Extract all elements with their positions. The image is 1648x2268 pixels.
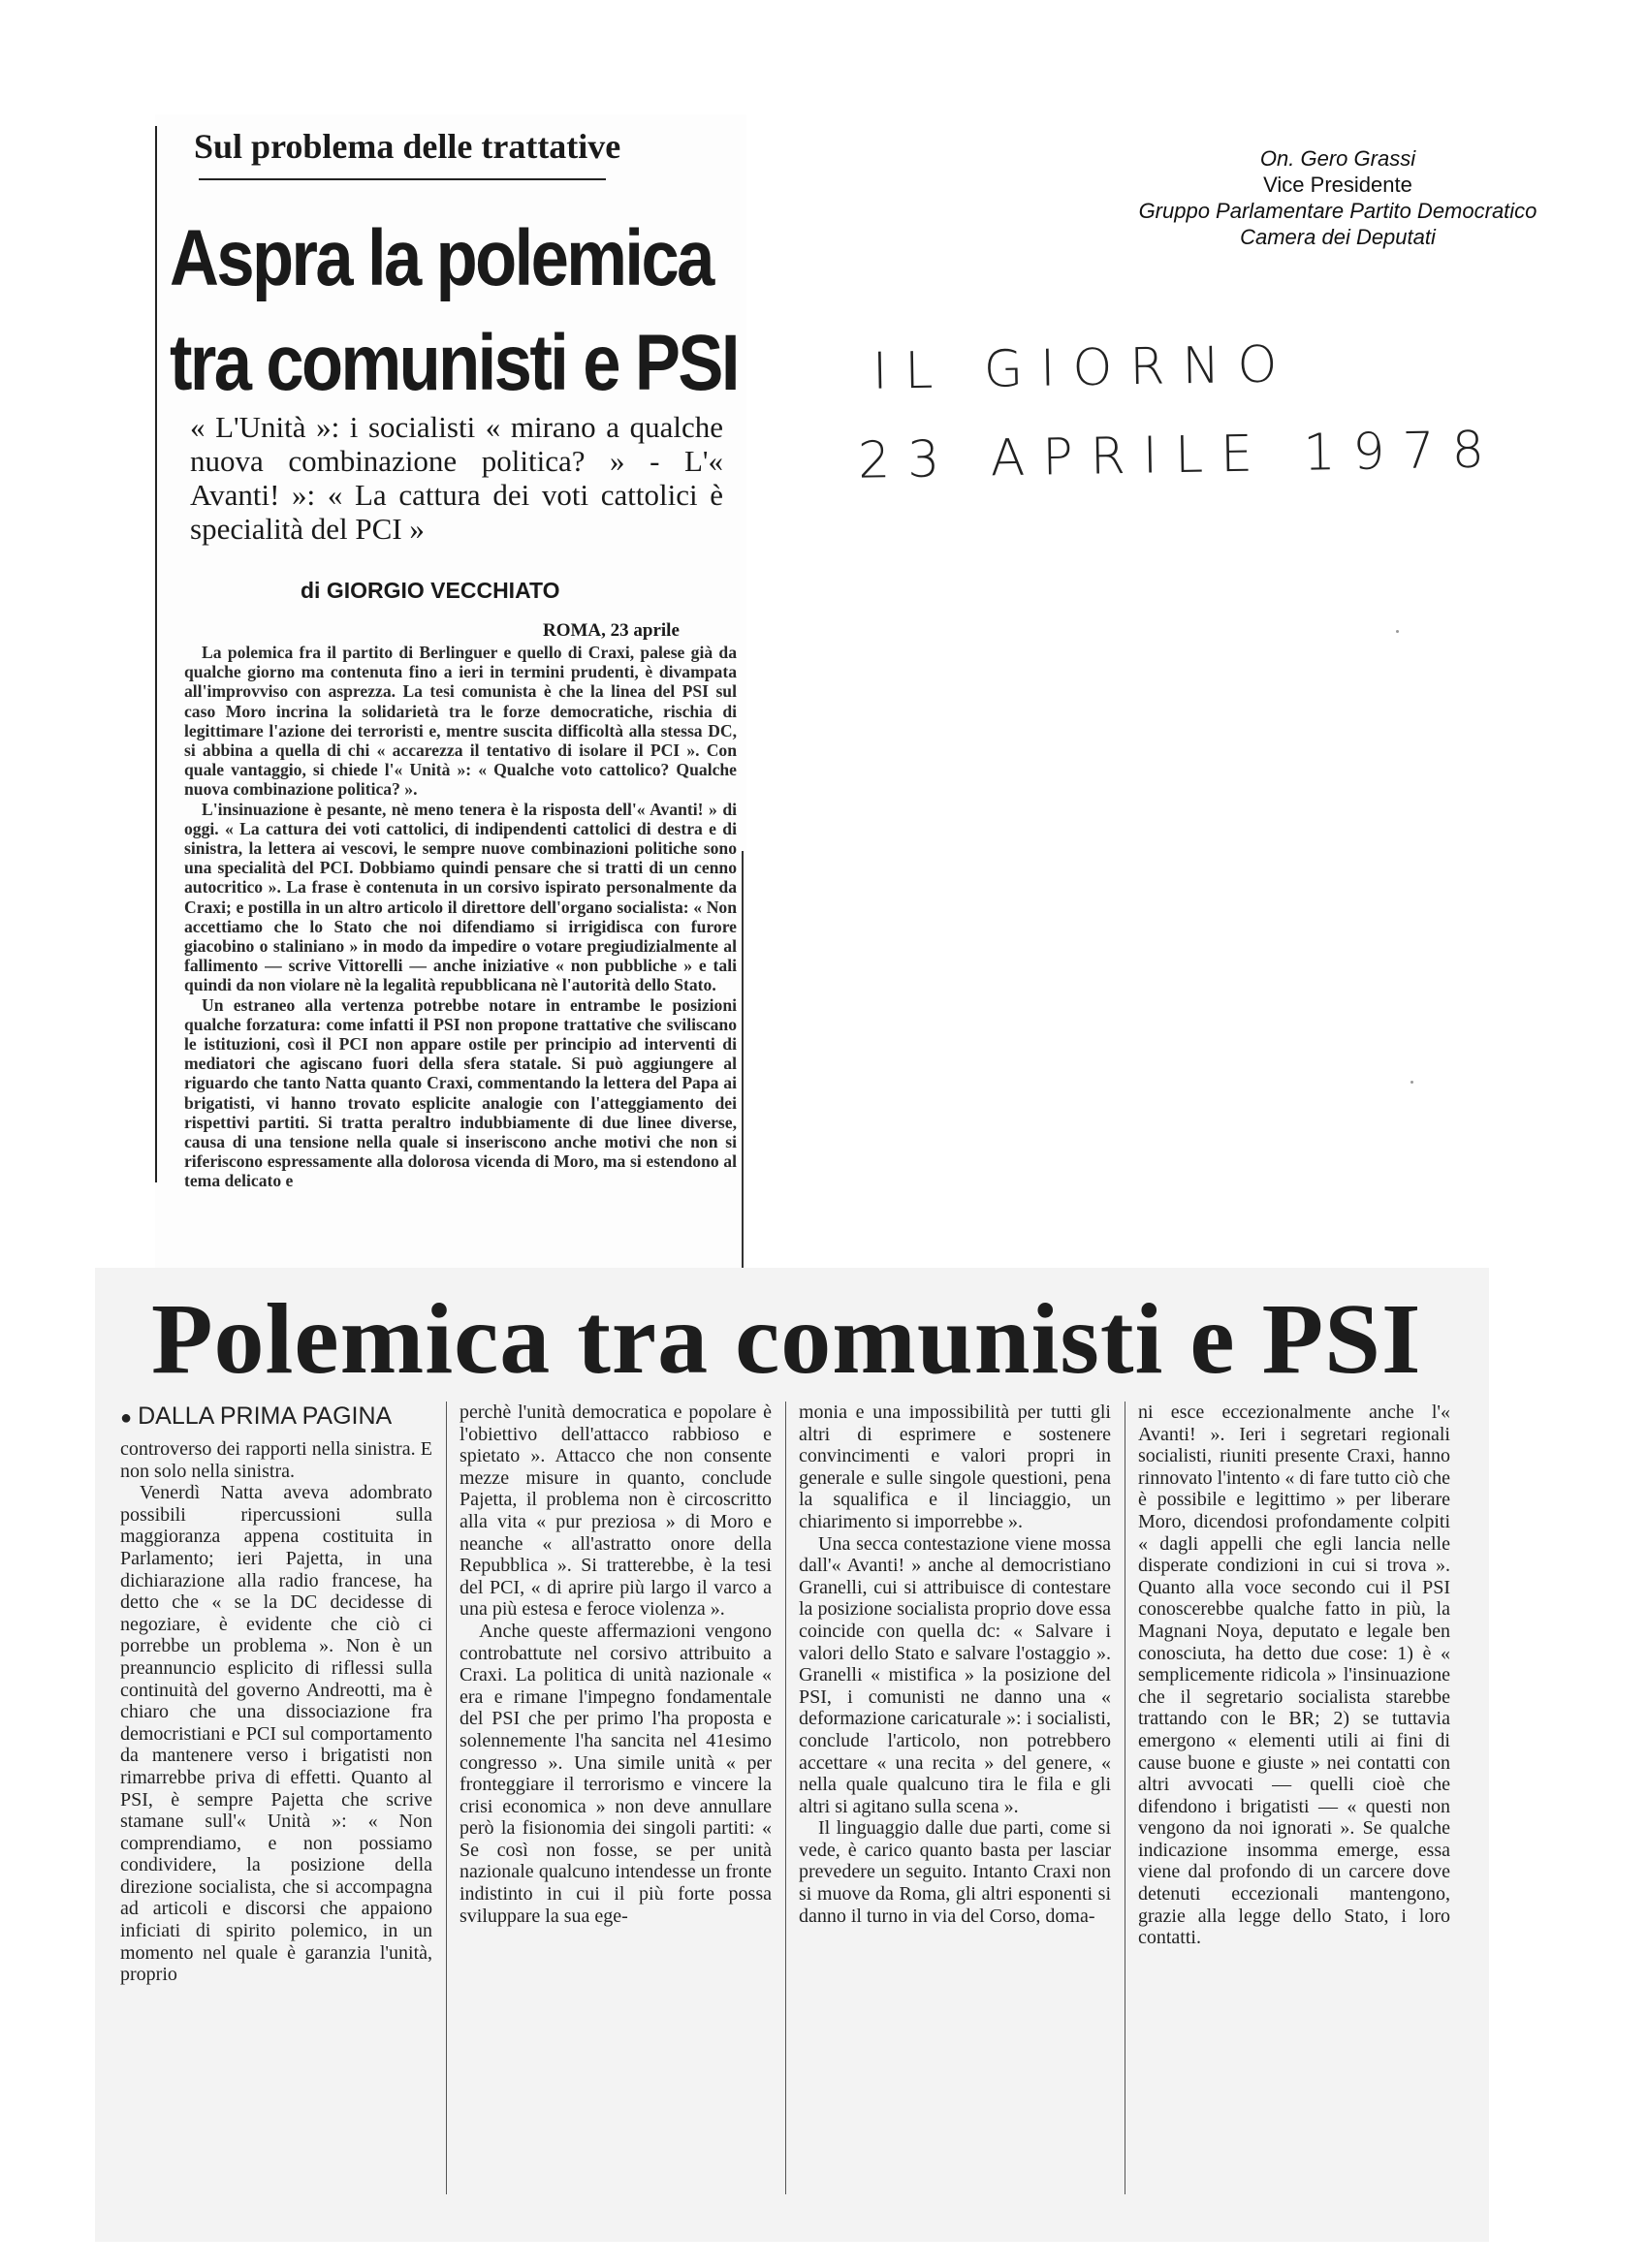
- column-rule: [446, 1402, 447, 2194]
- article-dateline: ROMA, 23 aprile: [543, 620, 680, 641]
- column-rule: [785, 1402, 786, 2194]
- document-header: [1086, 145, 1590, 250]
- newspaper-clipping-upper: [155, 114, 746, 1273]
- article-paragraph: La polemica fra il partito di Berlinguer e quello di Craxi, palese già da qualche giorno ma contenuta fino a ieri in termini prudenti, è divampata all'improvviso con asprezza. La tesi comunista è che la linea del PSI sul caso Moro incrina la solidarietà tra le forze democratiche, rischia di legittimare l'azione dei terroristi e, mentre suscita difficoltà alla stessa DC, si abbina a quella di chi « accarezza il tentativo di isolare il PCI ». Con quale vantaggio, si chiede l'« Unità »: « Qualche voto cattolico? Qualche nuova combinazione politica? ».: [184, 643, 737, 800]
- article-paragraph: Venerdì Natta aveva adombrato possibili ripercussioni sulla maggioranza appena costituita in Parlamento; ieri Pajetta, in una dichiarazione alla radio francese, ha detto che « se la DC decidesse di negoziare, è evidente che ciò ci porrebbe un problema ». Non è un preannuncio esplicito di riflessi sulla continuità del governo Andreotti, ma è chiaro che una dissociazione fra democristiani e PCI sul comportamento da mantenere verso i brigatisti non rimarrebbe priva di effetti. Quanto al PSI, è sempre Pajetta che scrive stamane sull'« Unità »: « Non comprendiamo, e non possiamo condividere, la posizione della direzione socialista, che si accompagna ad articoli e discorsi che appaiono inficiati di spirito polemico, in un momento nel quale è garanzia l'unità, proprio: [120, 1482, 432, 1986]
- article-paragraph: controverso dei rapporti nella sinistra. E non solo nella sinistra.: [120, 1438, 432, 1482]
- continuation-tag: [120, 1402, 432, 1433]
- continuation-headline: Polemica tra comunisti e PSI: [151, 1283, 1422, 1395]
- article-paragraph: Una secca contestazione viene mossa dall'« Avanti! » anche al democristiano Granelli, cui si attribuisce di contestare la posizione socialista proprio dove essa coincide con quella dc: « Salvare i valori dello Stato e salvare l'ostaggio ». Granelli « mistifica » la posizione del PSI, i comunisti ne danno una « deformazione caricaturale »: i socialisti, conclude l'articolo, non potrebbero accettare « una recita » del genere, « nella quale qualcuno tira le fila e gli altri si agitano sulla scena ».: [799, 1532, 1111, 1817]
- clipping-edge-rule: [155, 126, 157, 1182]
- handwritten-newspaper-name: IL GIORNO: [872, 335, 1295, 401]
- scan-speck: [1396, 630, 1399, 633]
- scan-speck: [1410, 1081, 1413, 1084]
- article-summary: « L'Unità »: i socialisti « mirano a qualche nuova combinazione politica? » - L'« Avanti! »: « La cattura dei voti cattolici è specialità del PCI »: [190, 410, 723, 546]
- article-body: [184, 643, 737, 1191]
- article-paragraph: ni esce eccezionalmente anche l'« Avanti! ». Ieri i segretari regionali socialisti, riuniti presente Craxi, hanno rinnovato l'intento « di fare tutto ciò che è possibile e legittimo » per liberare Moro, dicendosi profondamente colpiti « dagli appelli che egli lancia nelle disperate condizioni in cui si trova ». Quanto alla voce secondo cui il PSI conoscerebbe qualche fatto in più, la Magnani Noya, deputato e legale ben conosciuta, ha detto due cose: 1) è « semplicemente ridicola » l'insinuazione che il segretario socialista starebbe trattando con le BR; 2) se tuttavia emergono « elementi utili ai fini di cause buone e giuste » nei contatti con altri avvocati — quelli cioè che difendono i brigatisti — « questi non vengono da noi ignorati ». Se qualche indicazione insomma emerge, essa viene dal profondo di un carcere dove detenuti eccezionali mantengono, grazie alla legge dello Stato, i loro contatti.: [1138, 1402, 1450, 1949]
- article-columns: [112, 1402, 1479, 2196]
- newspaper-clipping-lower: [95, 1268, 1489, 2242]
- headline-line: Aspra la polemica: [170, 214, 713, 302]
- continuation-tag-label: DALLA PRIMA PAGINA: [138, 1402, 393, 1430]
- article-column: [120, 1402, 432, 1986]
- headline-line: tra comunisti e PSI: [170, 319, 738, 407]
- article-paragraph: L'insinuazione è pesante, nè meno tenera è la risposta dell'« Avanti! » di oggi. « La cattura dei voti cattolici, di indipendenti cattolici di destra e di sinistra, la lettera ai vescovi, le sempre nuove combinazioni politiche sono una specialità del PCI. Dobbiamo quindi pensare che si tratti di un cenno autocritico ». La frase è contenuta in un corsivo ispirato personalmente da Craxi; e postilla in un altro articolo il direttore dell'organo socialista: « Non accettiamo che lo Stato che noi difendiamo si irrigidisca con furore giacobino o staliniano » in modo da impedire o votare pregiudizialmente al fallimento — scrive Vittorelli — anche iniziative « non pubbliche » e tali quindi da non violare nè la legalità repubblicana nè l'autorità dello Stato.: [184, 799, 737, 995]
- article-paragraph: Un estraneo alla vertenza potrebbe notare in entrambe le posizioni qualche forzatura: come infatti il PSI non propone trattative che sviliscano le istituzioni, così il PCI non appare ostile per principio ad interventi di mediatori che agiscano fuori della sfera statale. Si può aggiungere al riguardo che tanto Natta quanto Craxi, commentando la lettera del Papa ai brigatisti, vi hanno trovato esplicite analogie con l'atteggiamento dei rispettivi partiti. Si tratta peraltro indubbiamente di due linee diverse, causa di una tensione nella quale si inseriscono anche motivi che non si riferiscono espressamente alla dolorosa vicenda di Moro, ma si estendono al tema delicato e: [184, 994, 737, 1191]
- article-column: [460, 1402, 772, 1927]
- header-group: Gruppo Parlamentare Partito Democratico: [1138, 199, 1537, 223]
- bullet-icon: ●: [120, 1407, 133, 1429]
- article-paragraph: monia e una impossibilità per tutti gli altri di esprimere e sostenere convincimenti e valori propri in generale e sulle singole questioni, pena la squalifica e il linciaggio, un chiarimento si imporrebbe ».: [799, 1402, 1111, 1532]
- header-name: On. Gero Grassi: [1259, 146, 1416, 171]
- article-paragraph: Il linguaggio dalle due parti, come si vede, è carico quanto basta per lasciar prevedere un seguito. Intanto Craxi non si muove da Roma, gli altri esponenti si danno il turno in via del Corso, doma-: [799, 1817, 1111, 1927]
- article-headline: [170, 206, 738, 416]
- article-paragraph: Anche queste affermazioni vengono controbattute nel corsivo attribuito a Craxi. La politica di unità nazionale « era e rimane l'impegno fondamentale del PSI che per primo l'ha proposta e solennemente l'ha sancita nel 41esimo congresso ». Una simile unità « per fronteggiare il terrorismo e vincere la crisi economica » non deve annullare però la fisionomia dei singoli partiti: « Se così non fosse, se per unità nazionale qualcuno intendesse un fronte indistinto in cui il più forte possa sviluppare la sua ege-: [460, 1620, 772, 1927]
- handwritten-date: 23 APRILE 1978: [857, 421, 1503, 490]
- article-kicker: Sul problema delle trattative: [194, 127, 621, 166]
- header-role: Vice Presidente: [1263, 173, 1412, 197]
- article-byline: di GIORGIO VECCHIATO: [301, 578, 560, 603]
- header-chamber: Camera dei Deputati: [1240, 225, 1436, 249]
- article-paragraph: perchè l'unità democratica e popolare è l'obiettivo dell'attacco rabbioso e spietato ». Attacco che non consente mezze misure in quanto, conclude Pajetta, il problema non è circoscritto alla vita « pur preziosa » di Moro e neanche « all'astratto onore della Repubblica ». Si tratterebbe, è la tesi del PCI, « di aprire più largo il varco a una più estesa e feroce violenza ».: [460, 1402, 772, 1621]
- kicker-underline: [199, 178, 606, 180]
- clipping-edge-rule: [742, 851, 744, 1268]
- article-column: [1138, 1402, 1450, 1949]
- article-column: [799, 1402, 1111, 1927]
